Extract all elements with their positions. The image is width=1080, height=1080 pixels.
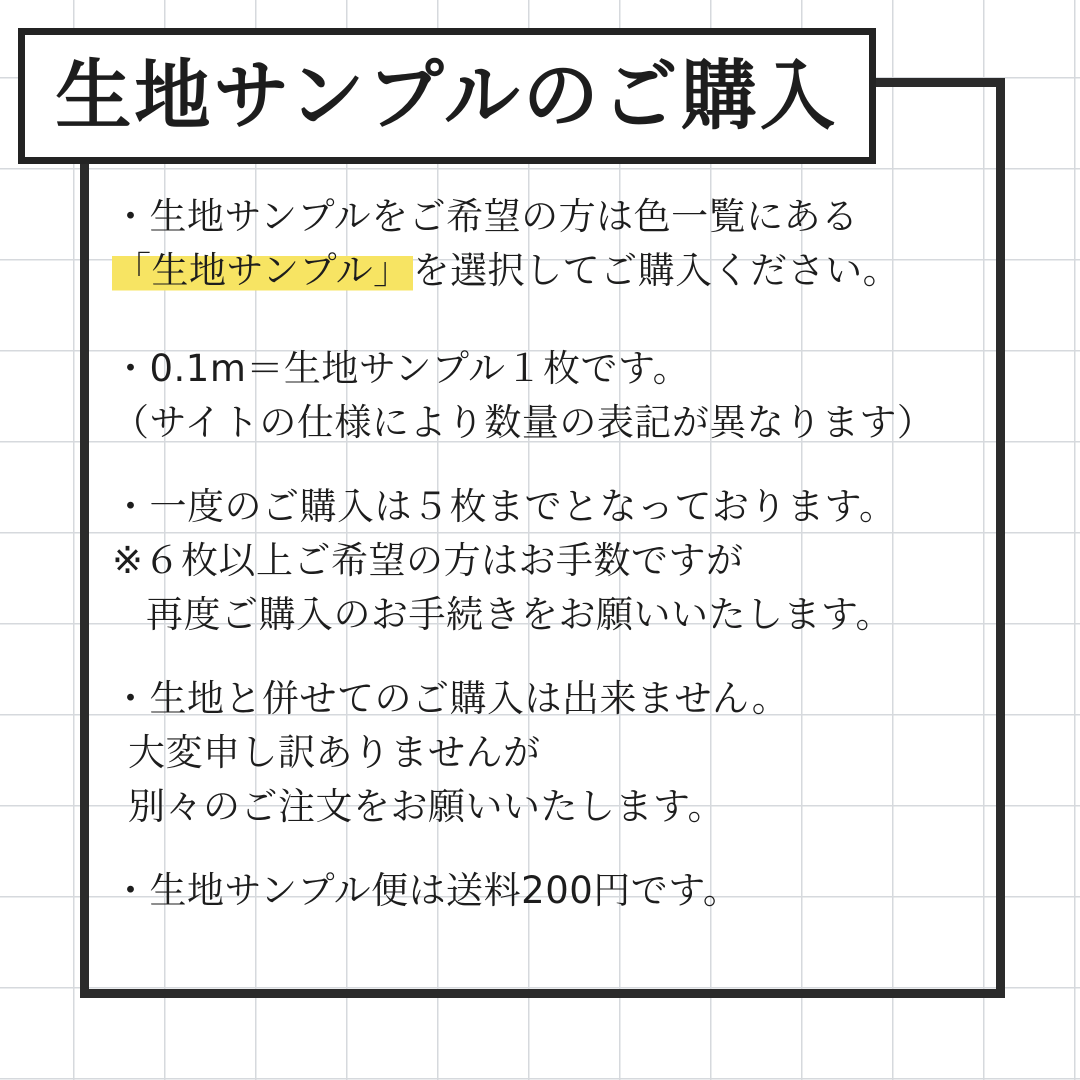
notice-paragraph bbox=[112, 864, 992, 918]
spacer bbox=[112, 328, 992, 342]
notice-paragraph bbox=[112, 480, 992, 642]
notice-line: 大変申し訳ありませんが bbox=[128, 731, 541, 775]
notice-line: ・生地サンプル便は送料200円です。 bbox=[112, 869, 741, 913]
notice-line bbox=[112, 244, 992, 298]
highlighted-term: 「生地サンプル」 bbox=[114, 249, 411, 293]
notice-paragraph bbox=[112, 672, 992, 834]
notice-body bbox=[112, 190, 992, 948]
notice-paragraph bbox=[112, 342, 992, 450]
notice-line: ・生地と併せてのご購入は出来ません。 bbox=[112, 677, 790, 721]
notice-line: ・一度のご購入は５枚までとなっております。 bbox=[112, 485, 897, 529]
notice-line: ・生地サンプルをご希望の方は色一覧にある bbox=[112, 195, 859, 238]
page-title: 生地サンプルのご購入 bbox=[55, 51, 839, 140]
notice-line: （サイトの仕様により数量の表記が異なります） bbox=[112, 401, 935, 445]
notice-line: 再度ご購入のお手続きをお願いいたします。 bbox=[146, 593, 894, 637]
notice-line: 別々のご注文をお願いいたします。 bbox=[128, 785, 726, 829]
notice-line-text: を選択してご購入ください。 bbox=[412, 249, 901, 293]
notice-line: ※６枚以上ご希望の方はお手数ですが bbox=[112, 539, 744, 583]
notice-line: ・0.1m＝生地サンプル１枚です。 bbox=[112, 347, 691, 391]
title-box bbox=[18, 28, 876, 164]
notice-paragraph bbox=[112, 190, 992, 298]
